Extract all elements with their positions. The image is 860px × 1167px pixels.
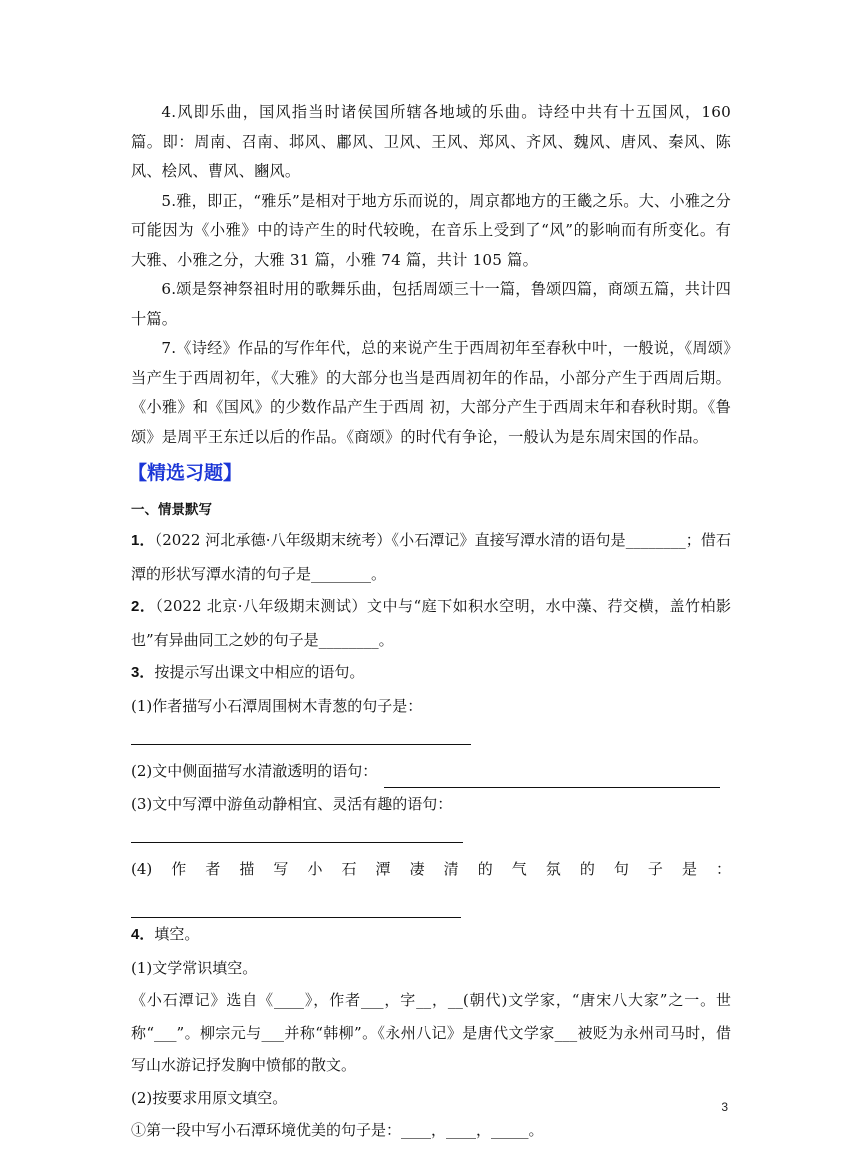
question-3-item-2 [131, 755, 731, 788]
question-number: 3． [131, 664, 155, 681]
question-4-part-2: (2)按要求用原文填空。 [131, 1088, 288, 1107]
question-2 [131, 590, 731, 656]
question-4-part-1: (1)文学常识填空。 [131, 958, 258, 977]
question-text: 按提示写出课文中相应的语句。 [154, 663, 365, 681]
answer-blank[interactable] [131, 820, 463, 843]
note-5: 5.雅，即正，“雅乐”是相对于地方乐而说的，周京都地方的王畿之乐。大、小雅之分可能因为《小雅》中的诗产生的时代较晚，在音乐上受到了“风”的影响而有所变化。有大雅、小雅之分，大雅 31 篇，小雅 74 篇，共计 105 篇。 [131, 191, 731, 269]
question-3-item-1: (1)作者描写小石潭周围树木青葱的句子是： [131, 696, 423, 715]
question-3 [131, 656, 731, 690]
question-4 [131, 918, 731, 952]
question-3-item-4 [131, 853, 731, 918]
note-6: 6.颂是祭神祭祖时用的歌舞乐曲，包括周颂三十一篇，鲁颂四篇，商颂五篇，共计四十篇。 [131, 280, 731, 328]
note-7: 7.《诗经》作品的写作年代，总的来说产生于西周初年至春秋中叶，一般说，《周颂》当产生于西周初年，《大雅》的大部分也当是西周初年的作品，小部分产生于西周后期。《小雅》和《国风》的少数作品产生于西周 初，大部分产生于西周末年和春秋时期。《鲁颂》是周平王东迁以后的作品。《商颂》的时代有争论，一般认为是东周宋国的作品。 [131, 339, 731, 446]
answer-blank[interactable] [384, 771, 720, 788]
question-text: 填空。 [154, 925, 200, 943]
item-text: (4)作者描写小石潭凄清的气氛的句子是： [131, 860, 731, 878]
page-content [128, 98, 732, 1147]
answer-blank[interactable] [131, 722, 471, 745]
question-1 [131, 524, 731, 590]
question-4-part-1-body: 《小石潭记》选自《____》，作者___，字__，__(朝代)文学家，“唐宋八大家”之一。世称“___”。柳宗元与___并称“韩柳”。《永州八记》是唐代文学家___被贬为永州司马时，借写山水游记抒发胸中愤郁的散文。 [131, 991, 731, 1074]
question-number: 4． [131, 926, 155, 943]
answer-blank[interactable] [131, 901, 461, 918]
question-3-item-3: (3)文中写潭中游鱼动静相宜、灵活有趣的语句： [131, 794, 453, 813]
question-4-part-2-item: ①第一段中写小石潭环境优美的句子是：____，____，_____。 [131, 1121, 544, 1139]
page-number: 3 [721, 1100, 728, 1114]
question-text: （2022 河北承德·八年级期末统考）《小石潭记》直接写潭水清的语句是________；借石潭的形状写潭水清的句子是________。 [131, 531, 732, 583]
note-4: 4.风即乐曲，国风指当时诸侯国所辖各地域的乐曲。诗经中共有十五国风，160 篇。即：周南、召南、邶风、鄘风、卫风、王风、郑风、齐风、魏风、唐风、秦风、陈风、桧风、曹风、豳风。 [131, 103, 731, 180]
question-text: （2022 北京·八年级期末测试）文中与“庭下如积水空明，水中藻、荇交横，盖竹柏影也”有异曲同工之妙的句子是________。 [131, 597, 732, 649]
section-title: 【精选习题】 [128, 462, 243, 484]
subsection-title: 一、情景默写 [131, 502, 212, 518]
question-number: 1． [131, 532, 155, 549]
item-text: (2)文中侧面描写水清澈透明的语句： [131, 762, 378, 780]
question-number: 2． [131, 598, 156, 615]
